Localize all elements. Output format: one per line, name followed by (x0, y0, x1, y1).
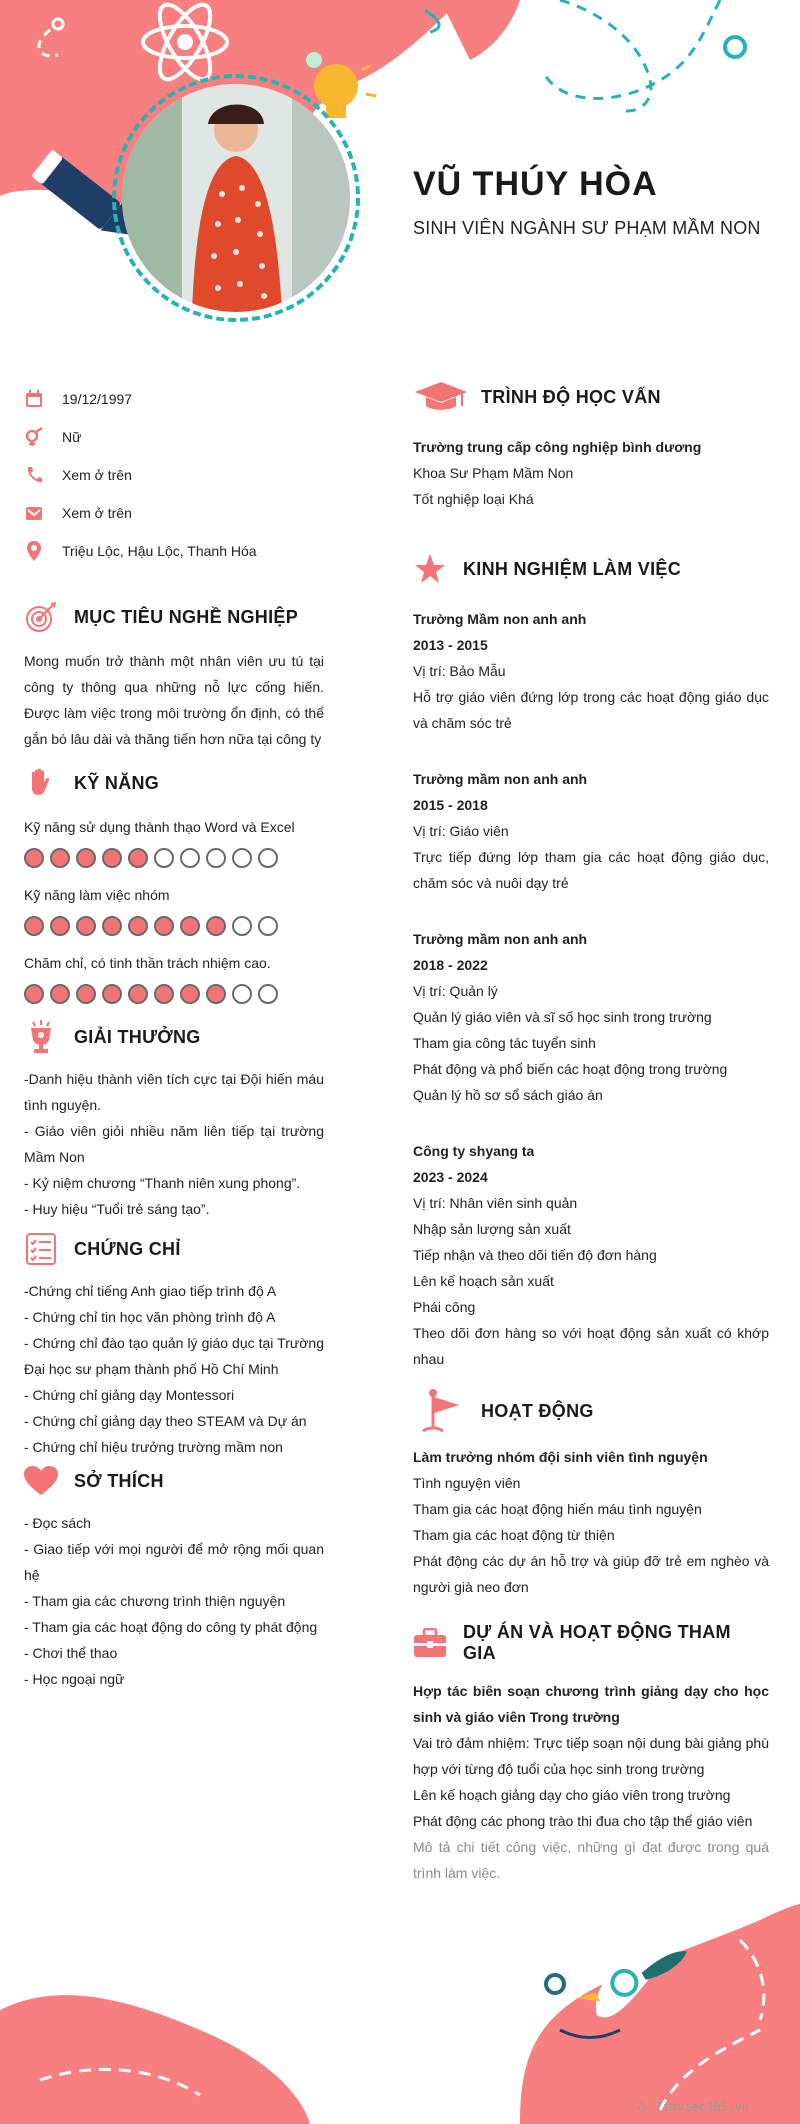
email-icon (24, 503, 44, 523)
rating-dot-filled (180, 984, 200, 1004)
rating-dot-empty (154, 848, 174, 868)
rating-dot-filled (128, 848, 148, 868)
left-column (24, 380, 324, 1692)
job-period: 2023 - 2024 (413, 1169, 488, 1185)
award-item: - Kỷ niệm chương “Thanh niên xung phong”. (24, 1175, 301, 1191)
rating-dot-filled (76, 916, 96, 936)
flag-icon (413, 1394, 469, 1428)
hobby-item: - Học ngoại ngữ (24, 1671, 125, 1687)
location-icon (24, 541, 44, 561)
job-company: Công ty shyang ta (413, 1143, 535, 1159)
job-detail: Lên kế hoạch sản xuất (413, 1273, 554, 1289)
hand-icon (24, 766, 58, 800)
gender-icon (24, 427, 44, 447)
awards-list (24, 1066, 324, 1222)
certificates-heading (24, 1232, 324, 1266)
job-detail: Hỗ trợ giáo viên đứng lớp trong các hoạt động giáo dục và chăm sóc trẻ (413, 689, 769, 731)
skill-rating (24, 916, 324, 936)
job-period: 2015 - 2018 (413, 797, 488, 813)
rating-dot-filled (154, 984, 174, 1004)
education-heading (413, 380, 769, 414)
award-item: - Huy hiệu “Tuổi trẻ sáng tạo”. (24, 1201, 210, 1217)
job-detail: Vị trí: Nhân viên sinh quản (413, 1195, 578, 1211)
rating-dot-empty (232, 916, 252, 936)
job-detail: Vị trí: Quản lý (413, 983, 498, 999)
activity-item: Tình nguyện viên (413, 1475, 521, 1491)
hobby-item: - Giao tiếp với mọi người để mở rộng mối quan hệ (24, 1541, 324, 1583)
contact-list (24, 380, 324, 570)
job-detail: Quản lý giáo viên và sĩ số học sinh trong trường (413, 1009, 712, 1025)
rating-dot-empty (258, 848, 278, 868)
education-block (413, 434, 769, 512)
skills-heading (24, 766, 324, 800)
job-period: 2013 - 2015 (413, 637, 488, 653)
contact-birthday: 19/12/1997 (24, 380, 324, 418)
rating-dot-empty (258, 984, 278, 1004)
rating-dot-filled (24, 984, 44, 1004)
job-detail: Nhập sản lượng sản xuất (413, 1221, 571, 1237)
rating-dot-empty (232, 848, 252, 868)
calendar-icon (24, 389, 44, 409)
job-detail: Vị trí: Bảo Mẫu (413, 663, 506, 679)
hobbies-list (24, 1510, 324, 1692)
job-detail: Tiếp nhận và theo dõi tiến độ đơn hàng (413, 1247, 657, 1263)
rating-dot-empty (180, 848, 200, 868)
education-line: Khoa Sư Phạm Mầm Non (413, 465, 574, 481)
contact-address: Triệu Lộc, Hậu Lộc, Thanh Hóa (24, 532, 324, 570)
school-name: Trường trung cấp công nghiệp bình dương (413, 439, 702, 455)
activity-heading: Làm trưởng nhóm đội sinh viên tình nguyện (413, 1449, 708, 1465)
experience-job (413, 766, 769, 896)
target-icon (24, 600, 58, 634)
rating-dot-empty (258, 916, 278, 936)
contact-gender: Nữ (24, 418, 324, 456)
rating-dot-empty (232, 984, 252, 1004)
contact-email: Xem ở trên (24, 494, 324, 532)
rating-dot-filled (50, 848, 70, 868)
avatar (122, 84, 350, 312)
phone-icon (24, 465, 44, 485)
hobby-item: - Tham gia các chương trình thiện nguyện (24, 1593, 286, 1609)
job-detail: Quản lý hồ sơ sổ sách giáo án (413, 1087, 603, 1103)
rating-dot-filled (102, 984, 122, 1004)
projects-heading (413, 1622, 769, 1664)
rating-dot-filled (24, 916, 44, 936)
skill-name: Chăm chỉ, có tinh thần trách nhiệm cao. (24, 955, 271, 971)
hobby-item: - Tham gia các hoạt động do công ty phát động (24, 1619, 318, 1635)
hobbies-heading (24, 1464, 324, 1498)
hobbies-title: SỞ THÍCH (74, 1470, 164, 1491)
award-item: -Danh hiệu thành viên tích cực tại Đội hiến máu tình nguyện. (24, 1071, 324, 1113)
skill-rating (24, 984, 324, 1004)
experience-job (413, 926, 769, 1108)
activities-block (413, 1444, 769, 1600)
experience-job (413, 1138, 769, 1372)
skill-rating (24, 848, 324, 868)
job-detail: Vị trí: Giáo viên (413, 823, 509, 839)
project-item: Phát động các phong trào thi đua cho tập thể giáo viên (413, 1813, 753, 1829)
certificate-item: - Chứng chỉ tin học văn phòng trình độ A (24, 1309, 276, 1325)
activity-item: Tham gia các hoạt động từ thiện (413, 1527, 615, 1543)
watermark: ⁂ Timviec365.vn (636, 2100, 750, 2114)
rating-dot-filled (206, 916, 226, 936)
rating-dot-filled (50, 984, 70, 1004)
objective-title: MỤC TIÊU NGHỀ NGHIỆP (74, 606, 299, 627)
awards-heading (24, 1020, 324, 1054)
star-icon (413, 552, 447, 586)
footer-decoration (0, 1880, 800, 2124)
rating-dot-filled (102, 916, 122, 936)
certificate-item: - Chứng chỉ đào tạo quản lý giáo dục tại Trường Đại học sư phạm thành phố Hồ Chí Minh (24, 1335, 324, 1377)
briefcase-icon (413, 1626, 447, 1660)
skills-title: KỸ NĂNG (74, 772, 160, 793)
experience-heading (413, 552, 769, 586)
activities-heading (413, 1394, 769, 1428)
activities-title: HOẠT ĐỘNG (481, 1400, 594, 1421)
graduation-cap-icon (413, 380, 469, 414)
rating-dot-filled (154, 916, 174, 936)
job-detail: Phái công (413, 1299, 476, 1315)
objective-heading (24, 600, 324, 634)
heart-icon (24, 1464, 58, 1498)
job-company: Trường mầm non anh anh (413, 771, 588, 787)
awards-title: GIẢI THƯỞNG (74, 1026, 201, 1047)
objective-text: Mong muốn trở thành một nhân viên ưu tú tại công ty thông qua những nỗ lực cống hiến. Được làm việc trong môi trường ổn định, có thể gắn bó lâu dài và thăng tiến hơn nữa tại công ty (24, 653, 324, 747)
rating-dot-filled (180, 916, 200, 936)
skill-name: Kỹ năng sử dụng thành thạo Word và Excel (24, 819, 295, 835)
right-column (413, 380, 769, 1886)
skill-name: Kỹ năng làm việc nhóm (24, 887, 170, 903)
projects-title: DỰ ÁN VÀ HOẠT ĐỘNG THAM GIA (463, 1622, 731, 1663)
hobby-item: - Đọc sách (24, 1515, 91, 1531)
job-detail: Trực tiếp đứng lớp tham gia các hoạt động giáo dục, chăm sóc và nuôi dạy trẻ (413, 849, 769, 891)
rating-dot-filled (128, 916, 148, 936)
skills-list (24, 814, 324, 1004)
experience-title: KINH NGHIỆM LÀM VIỆC (463, 558, 682, 579)
job-period: 2018 - 2022 (413, 957, 488, 973)
certificates-title: CHỨNG CHỈ (74, 1238, 181, 1259)
rating-dot-filled (128, 984, 148, 1004)
job-title: SINH VIÊN NGÀNH SƯ PHẠM MẦM NON (413, 218, 761, 238)
education-line: Tốt nghiệp loại Khá (413, 491, 534, 507)
rating-dot-filled (76, 848, 96, 868)
project-item: Vai trò đảm nhiệm: Trực tiếp soạn nội dung bài giảng phù hợp với từng độ tuổi của học sinh trong trường (413, 1735, 769, 1777)
experience-job (413, 606, 769, 736)
certificate-item: - Chứng chỉ giảng dạy Montessori (24, 1387, 235, 1403)
hobby-item: - Chơi thể thao (24, 1645, 118, 1661)
education-title: TRÌNH ĐỘ HỌC VẤN (481, 386, 661, 407)
candidate-name: VŨ THÚY HÒA (413, 165, 658, 203)
checklist-icon (24, 1232, 58, 1266)
rating-dot-filled (50, 916, 70, 936)
rating-dot-filled (24, 848, 44, 868)
certificate-item: - Chứng chỉ giảng dạy theo STEAM và Dự án (24, 1413, 307, 1429)
job-detail: Theo dõi đơn hàng so với hoạt động sản xuất có khớp nhau (413, 1325, 769, 1367)
activity-item: Phát động các dự án hỗ trợ và giúp đỡ trẻ em nghèo và người già neo đơn (413, 1553, 769, 1595)
job-company: Trường mầm non anh anh (413, 931, 588, 947)
certificate-item: -Chứng chỉ tiếng Anh giao tiếp trình độ A (24, 1283, 277, 1299)
job-company: Trường Mầm non anh anh (413, 611, 587, 627)
certificates-list (24, 1278, 324, 1460)
rating-dot-filled (76, 984, 96, 1004)
trophy-icon (24, 1020, 58, 1054)
job-detail: Phát động và phổ biến các hoạt động trong trường (413, 1061, 728, 1077)
projects-block (413, 1678, 769, 1886)
job-detail: Tham gia công tác tuyển sinh (413, 1035, 596, 1051)
activity-item: Tham gia các hoạt động hiến máu tình nguyện (413, 1501, 702, 1517)
contact-phone: Xem ở trên (24, 456, 324, 494)
rating-dot-filled (206, 984, 226, 1004)
project-placeholder: Mô tả chi tiết công việc, những gì đạt được trong quá trình làm việc. (413, 1839, 769, 1881)
award-item: - Giáo viên giỏi nhiều năm liên tiếp tại trường Mầm Non (24, 1123, 324, 1165)
project-item: Lên kế hoạch giảng dạy cho giáo viên trong trường (413, 1787, 731, 1803)
rating-dot-filled (102, 848, 122, 868)
project-heading: Hợp tác biên soạn chương trình giảng dạy cho học sinh và giáo viên Trong trường (413, 1683, 769, 1725)
rating-dot-empty (206, 848, 226, 868)
certificate-item: - Chứng chỉ hiệu trưởng trường mầm non (24, 1439, 283, 1455)
